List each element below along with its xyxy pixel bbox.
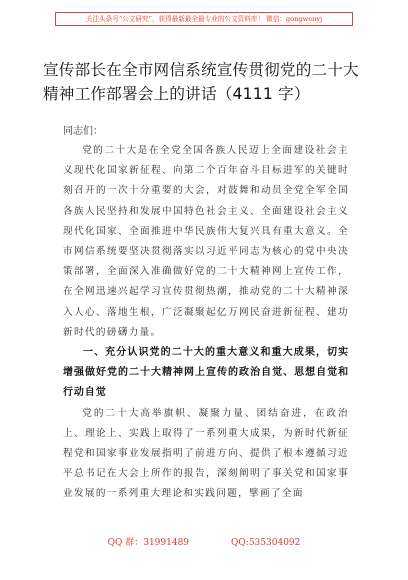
section-heading: 一、充分认识党的二十大的重大意义和重大成果，切实增强做好党的二十大精神网上宣传的政治自觉、思想自觉和行动自觉 [63, 347, 349, 399]
footer-qq: QQ:535304092 [231, 538, 301, 548]
footer-qq-group: QQ 群：31991489 [107, 538, 190, 548]
body-paragraph: 党的二十大高举旗帜、凝聚力量、团结奋进，在政治上、理论上、实践上取得了一系列重大成果，为新时代新征程党和国家事业发展指明了前进方向、提供了根本遵循习近平总书记在大会上所作的报告，深刻阐明了事关党和国家事业发展的一系列重大理论和实践问题，擘画了全面 [63, 407, 349, 500]
body-paragraph: 党的二十大是在全党全国各族人民迈上全面建设社会主义现代化国家新征程、向第二个百年奋斗目标进军的关键时刻召开的一次十分重要的大会，对鼓舞和动员全党全军全国各族人民坚持和发展中国特色社会主义、全面建设社会主义现代化国家、全面推进中华民族伟大复兴具有重大意义。全市网信系统要坚决贯彻落实以习近平同志为核心的党中央决策部署，全面深入准确做好党的二十大精神网上宣传工作，在全网迅速兴起学习宣传贯彻热潮，推动党的二十大精神深入人心、落地生根，广泛凝聚起亿万网民奋进新征程、建功新时代的磅礴力量。 [63, 145, 349, 338]
footer-contact [0, 535, 408, 548]
promo-banner: 关注头条号“公文研究”，获得最新最全最专业的公文资料库！ 微信：gongwenyj [55, 12, 353, 26]
document-title: 宣传部长在全市网信系统宣传贯彻党的二十大精神工作部署会上的讲话（4111 字） [43, 61, 359, 103]
salutation: 同志们： [63, 126, 103, 137]
document-body [63, 141, 349, 505]
